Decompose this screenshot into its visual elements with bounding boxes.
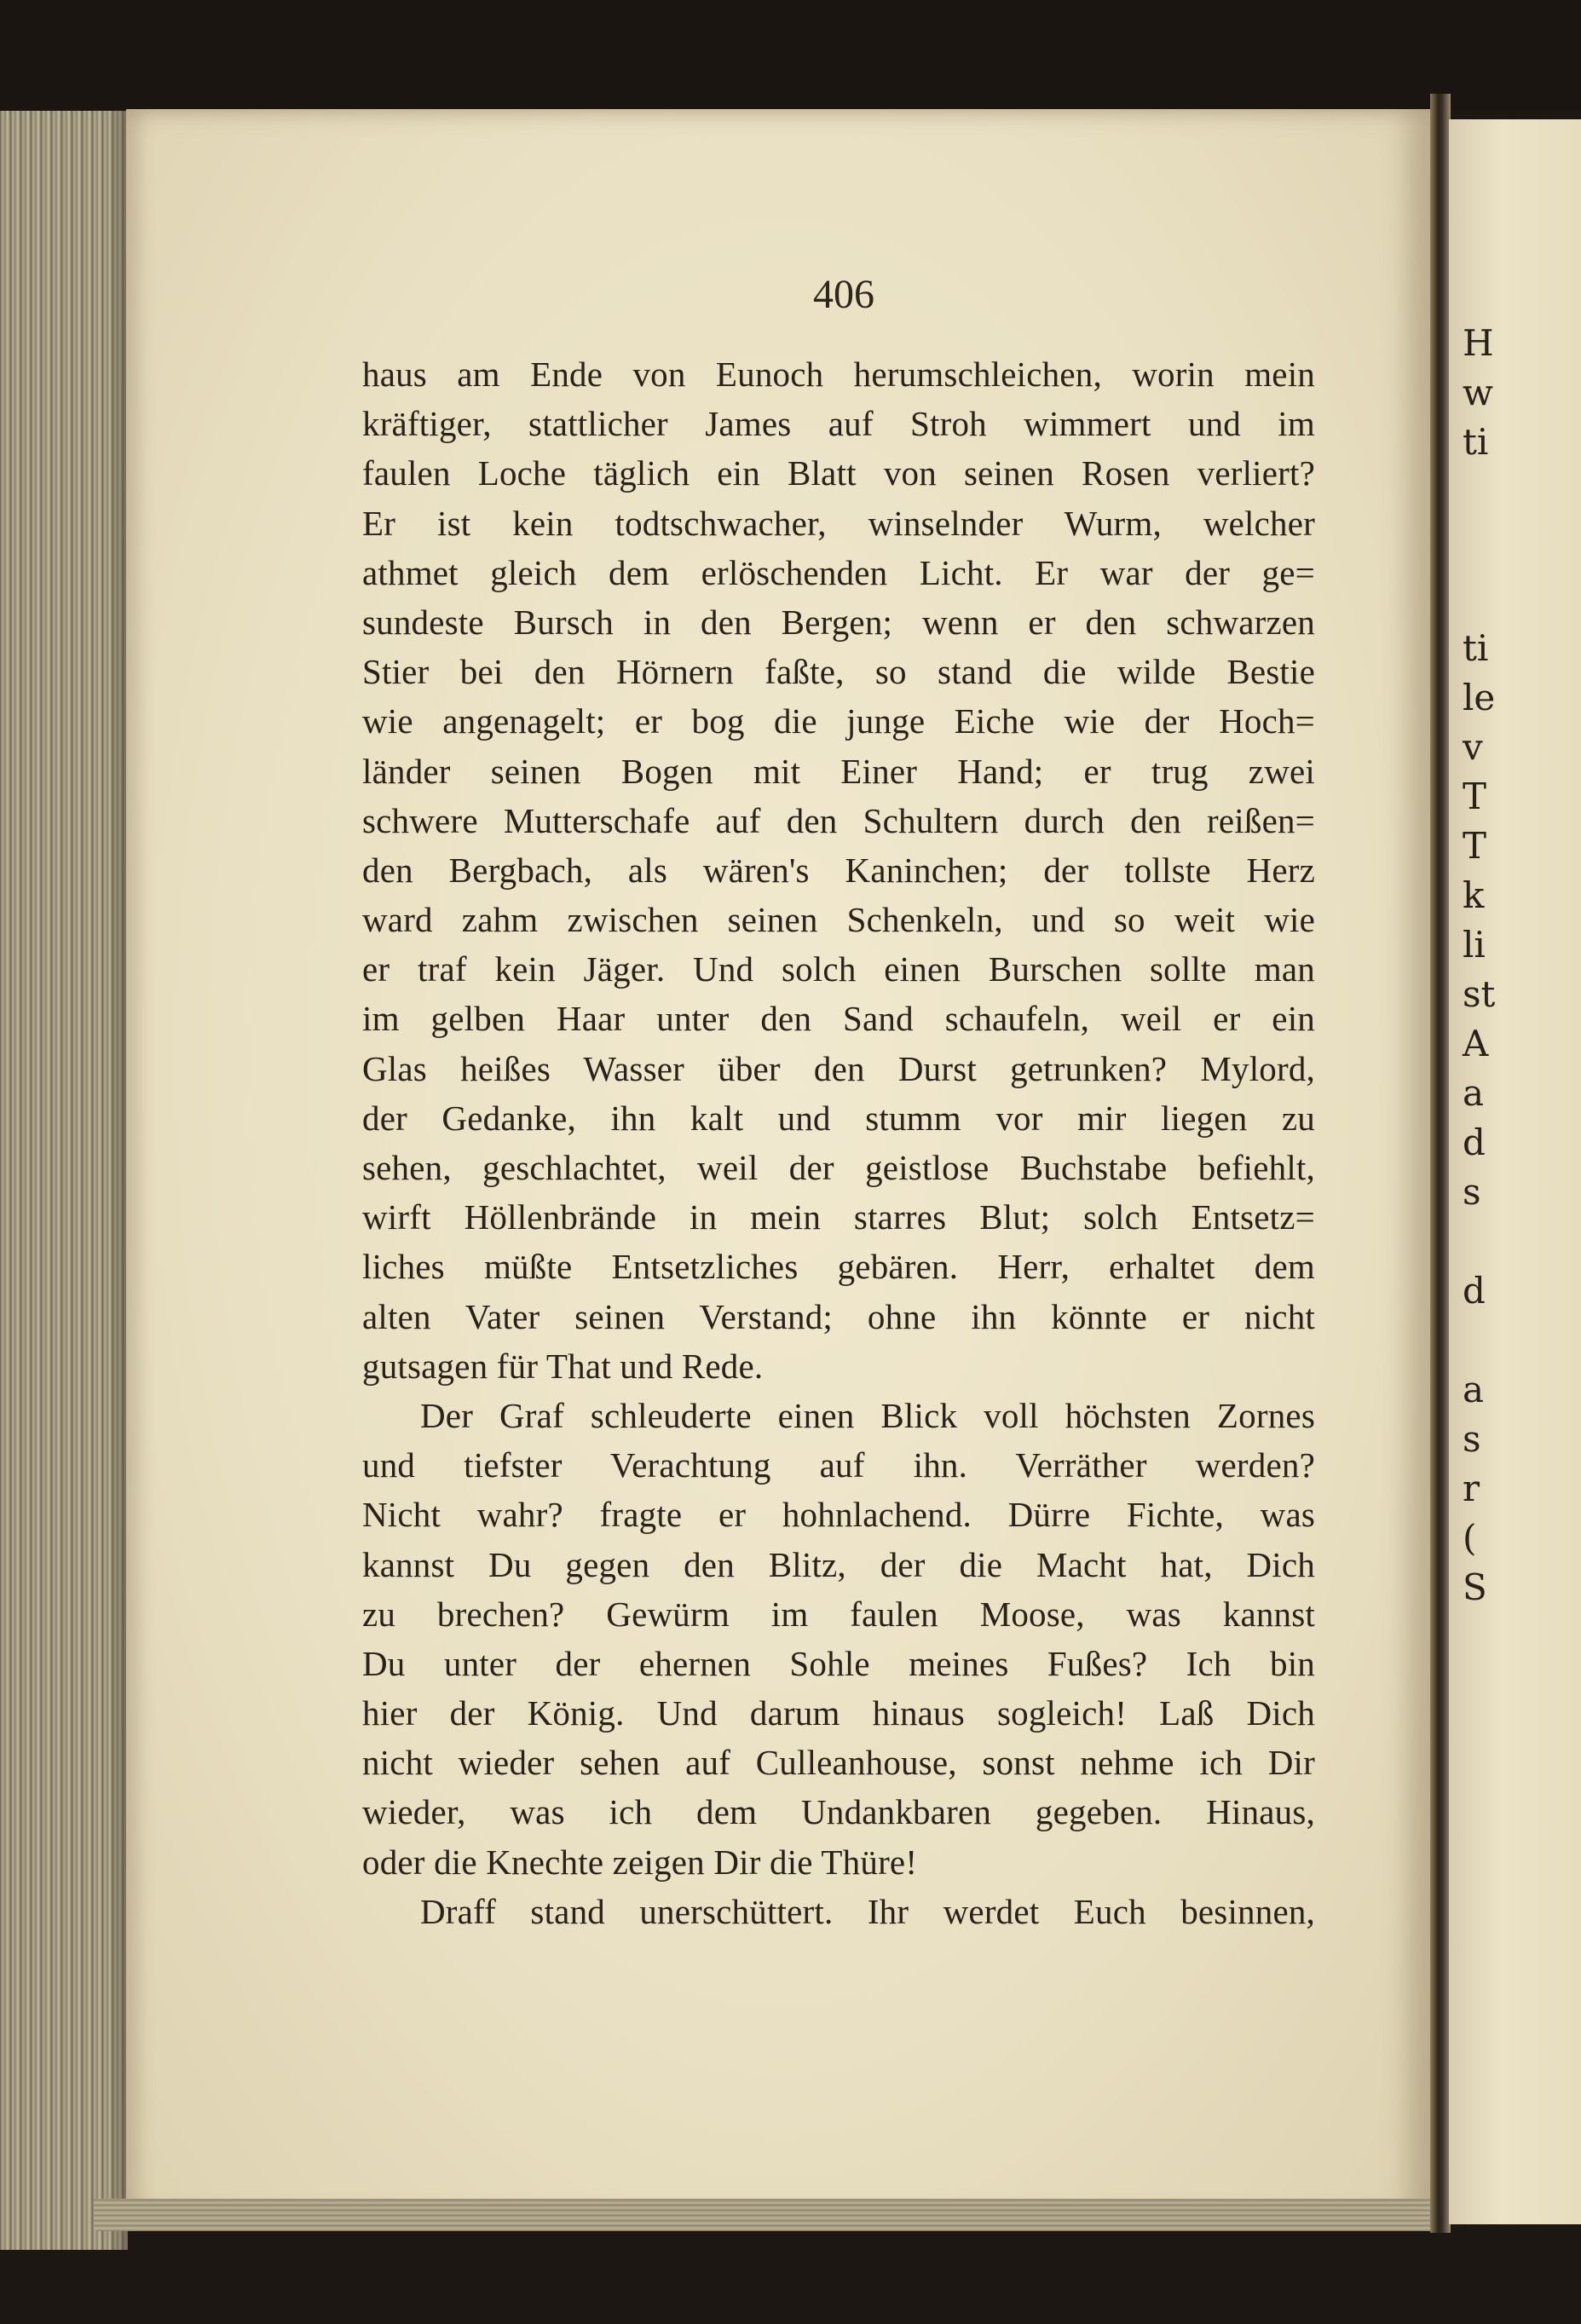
text-line: wieder, was ich dem Undankbaren gegeben. Hinaus, — [362, 1792, 1315, 1832]
text-line: Nicht wahr? fragte er hohnlachend. Dürre Fichte, was — [362, 1495, 1315, 1535]
text-line: faulen Loche täglich ein Blatt von seinen Rosen verliert? — [362, 453, 1315, 493]
text-line: haus am Ende von Eunoch herumschleichen, worin mein — [362, 355, 1315, 394]
text-line: er traf kein Jäger. Und solch einen Burschen sollte man — [362, 949, 1315, 989]
text-line: sehen, geschlachtet, weil der geistlose Buchstabe befiehlt, — [362, 1148, 1315, 1187]
text-line: länder seinen Bogen mit Einer Hand; er trug zwei — [362, 751, 1315, 791]
text-line: Glas heißes Wasser über den Durst getrunken? Mylord, — [362, 1048, 1315, 1088]
text-line: zu brechen? Gewürm im faulen Moose, was kannst — [362, 1594, 1315, 1634]
background-bottom — [0, 2250, 1581, 2324]
facing-fragment: v — [1463, 726, 1483, 768]
facing-fragment: T — [1463, 776, 1487, 817]
text-line: und tiefster Verachtung auf ihn. Verräther werden? — [362, 1445, 1315, 1485]
text-line: alten Vater seinen Verstand; ohne ihn könnte er nicht — [362, 1296, 1315, 1336]
facing-fragment: w — [1463, 372, 1493, 413]
text-line: nicht wieder sehen auf Culleanhouse, sonst nehme ich Dir — [362, 1743, 1315, 1783]
text-line: athmet gleich dem erlöschenden Licht. Er war der ge= — [362, 552, 1315, 592]
text-line: im gelben Haar unter den Sand schaufeln, weil er ein — [362, 999, 1315, 1039]
facing-fragment: d — [1463, 1270, 1486, 1312]
facing-fragment: r — [1463, 1468, 1480, 1509]
text-line: kannst Du gegen den Blitz, der die Macht hat, Dich — [362, 1544, 1315, 1584]
page-number: 406 — [813, 272, 874, 317]
text-line: sundeste Bursch in den Bergen; wenn er den schwarzen — [362, 602, 1315, 642]
facing-fragment: S — [1463, 1566, 1487, 1608]
facing-page-fragments — [1463, 0, 1581, 2324]
text-line: kräftiger, stattlicher James auf Stroh wimmert und im — [362, 404, 1315, 444]
text-line: Er ist kein todtschwacher, winselnder Wurm, welcher — [362, 503, 1315, 543]
page-stack-bottom — [94, 2199, 1449, 2231]
facing-fragment: le — [1463, 677, 1496, 718]
text-line: liches müßte Entsetzliches gebären. Herr, erhaltet dem — [362, 1247, 1315, 1287]
facing-fragment: st — [1463, 973, 1496, 1015]
text-line: oder die Knechte zeigen Dir die Thüre! — [362, 1842, 918, 1882]
facing-fragment: ti — [1463, 627, 1489, 669]
facing-fragment: ti — [1463, 421, 1489, 463]
text-line: schwere Mutterschafe auf den Schultern durch den reißen= — [362, 800, 1315, 840]
book-gutter — [1430, 94, 1451, 2233]
facing-fragment: s — [1463, 1418, 1481, 1460]
text-line: Draff stand unerschüttert. Ihr werdet Euch besinnen, — [420, 1891, 1315, 1931]
facing-fragment: a — [1463, 1072, 1485, 1114]
facing-fragment: H — [1463, 322, 1494, 364]
page-stack-edge — [0, 111, 128, 2250]
text-line: hier der König. Und darum hinaus sogleich! Laß Dich — [362, 1693, 1315, 1733]
facing-fragment: k — [1463, 874, 1485, 916]
facing-fragment: s — [1463, 1171, 1481, 1213]
text-line: den Bergbach, als wären's Kaninchen; der tollste Herz — [362, 850, 1315, 890]
text-line: wirft Höllenbrände in mein starres Blut; solch Entsetz= — [362, 1197, 1315, 1237]
facing-fragment: ( — [1463, 1517, 1477, 1559]
body-text — [362, 349, 1315, 1936]
facing-fragment: li — [1463, 924, 1486, 966]
text-line: Der Graf schleuderte einen Blick voll höchsten Zornes — [420, 1395, 1315, 1435]
facing-fragment: A — [1463, 1023, 1489, 1064]
text-line: wie angenagelt; er bog die junge Eiche wie der Hoch= — [362, 701, 1315, 741]
text-line: gutsagen für That und Rede. — [362, 1346, 764, 1386]
text-line: Du unter der ehernen Sohle meines Fußes? Ich bin — [362, 1643, 1315, 1683]
text-line: Stier bei den Hörnern faßte, so stand die wilde Bestie — [362, 652, 1315, 692]
background-top — [0, 0, 1581, 111]
text-line: ward zahm zwischen seinen Schenkeln, und so weit wie — [362, 900, 1315, 940]
facing-fragment: a — [1463, 1369, 1485, 1410]
facing-fragment: d — [1463, 1122, 1486, 1163]
text-line: der Gedanke, ihn kalt und stumm vor mir liegen zu — [362, 1098, 1315, 1138]
facing-fragment: T — [1463, 825, 1487, 867]
